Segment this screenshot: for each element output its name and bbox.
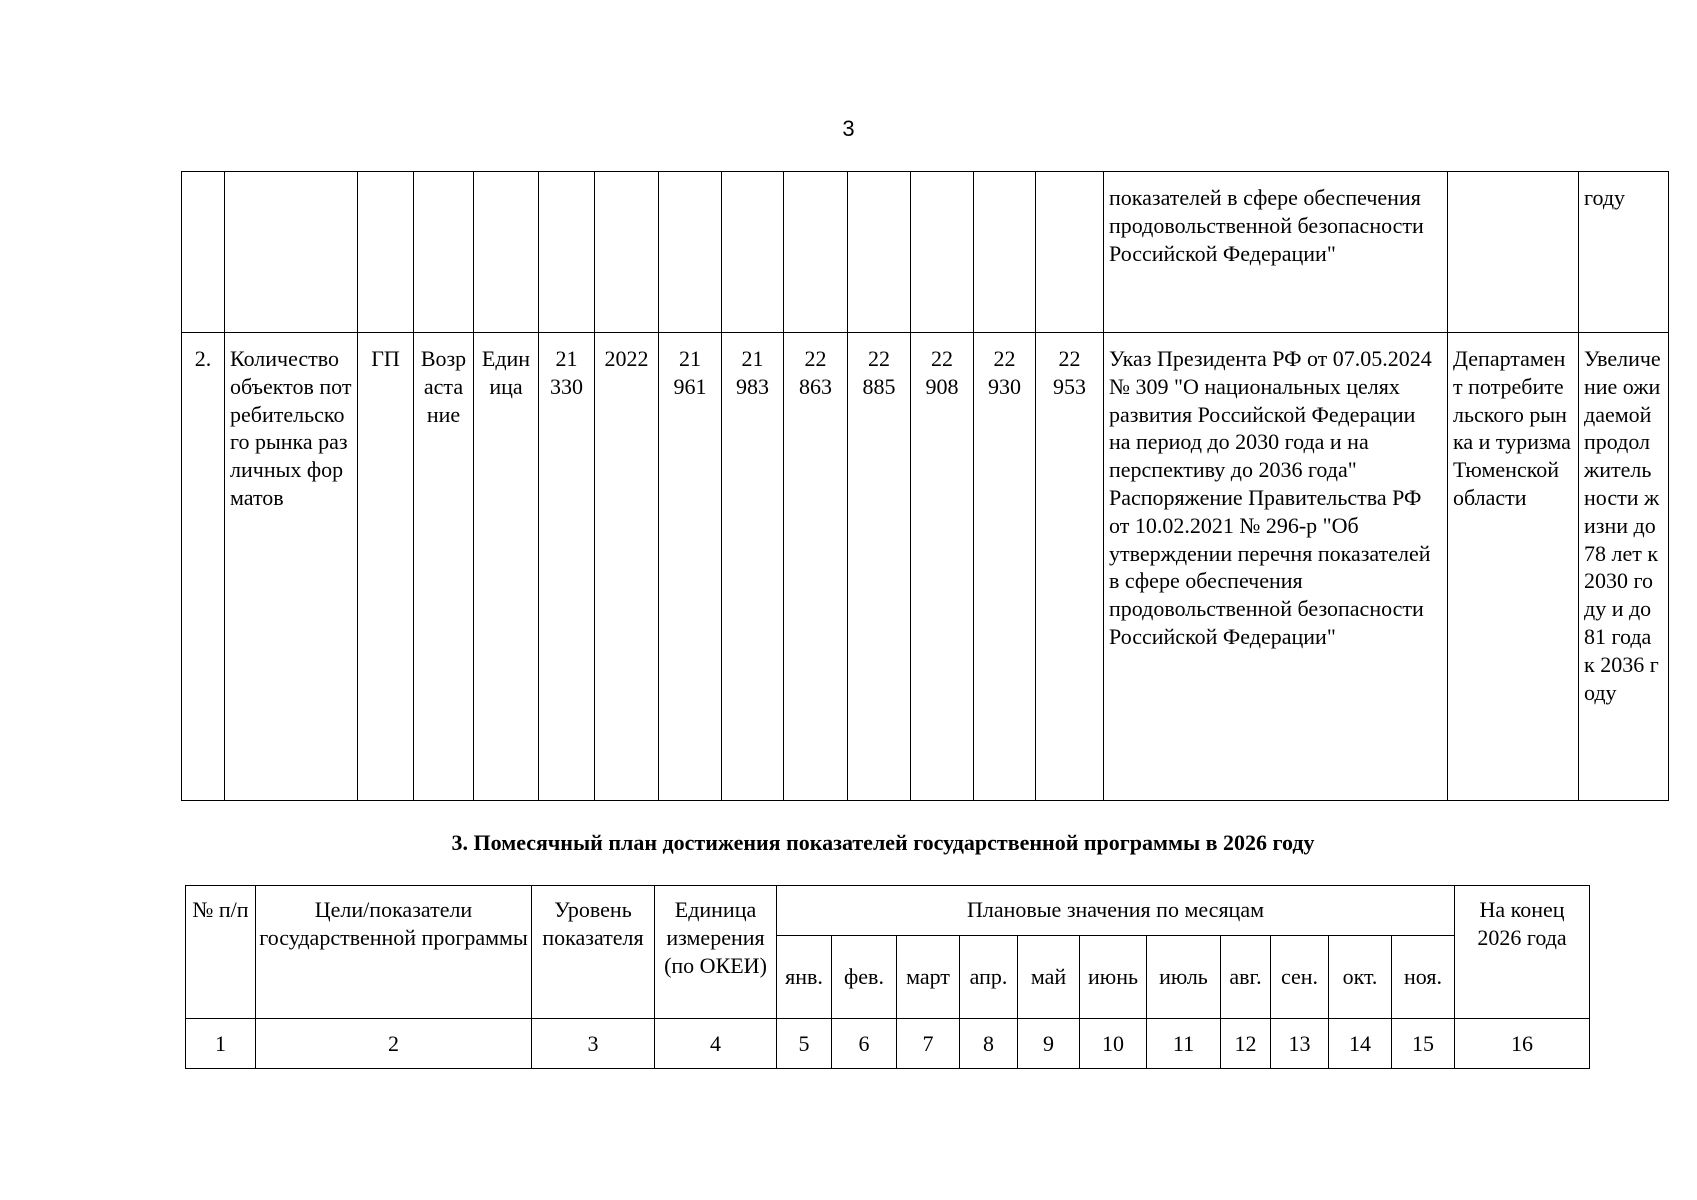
month-header: июнь	[1080, 936, 1147, 1019]
column-number: 14	[1329, 1019, 1392, 1069]
header-row	[186, 886, 1590, 936]
value-cell: 22 953	[1036, 333, 1104, 801]
header-level: Уровень показателя	[532, 886, 655, 1019]
value-cell: 22 863	[784, 333, 848, 801]
month-header: янв.	[777, 936, 832, 1019]
goal-cell: Увеличение ожидаемой продолжительности жизни до 78 лет к 2030 году и до 81 года к 2036 году	[1579, 333, 1669, 801]
value-cell: 21 961	[659, 333, 722, 801]
column-numbers-row	[186, 1019, 1590, 1069]
month-header: авг.	[1221, 936, 1271, 1019]
header-unit: Единица измерения (по ОКЕИ)	[655, 886, 777, 1019]
month-header: сен.	[1271, 936, 1329, 1019]
column-number: 3	[532, 1019, 655, 1069]
column-number: 13	[1271, 1019, 1329, 1069]
level-cell: ГП	[358, 333, 414, 801]
goal-cell: году	[1579, 172, 1669, 333]
header-monthly: Плановые значения по месяцам	[777, 886, 1455, 936]
month-header: июль	[1147, 936, 1221, 1019]
monthly-plan-table	[185, 885, 1590, 1069]
row-number-cell: 2.	[182, 333, 225, 801]
base-year-cell: 2022	[595, 333, 659, 801]
value-cell: 22 885	[848, 333, 911, 801]
value-cell: 21 983	[722, 333, 784, 801]
responsible-cell: Департамент потребительского рынка и туризма Тюменской области	[1448, 333, 1579, 801]
header-num: № п/п	[186, 886, 256, 1019]
header-end-of-year: На конец 2026 года	[1455, 886, 1590, 1019]
indicator-name-cell: Количество объектов потребительского рынка различных форматов	[225, 333, 358, 801]
month-header: май	[1018, 936, 1080, 1019]
legal-basis-cell: Указ Президента РФ от 07.05.2024 № 309 "О национальных целях развития Российской Федерации на период до 2030 года и на перспективу до 2036 года" Распоряжение Правительства РФ от 10.02.2021 № 296-р "Об утверждении перечня показателей в сфере обеспечения продовольственной безопасности Российской Федерации"	[1104, 333, 1448, 801]
column-number: 2	[256, 1019, 532, 1069]
column-number: 7	[897, 1019, 960, 1069]
unit-cell: Единица	[474, 333, 539, 801]
month-header: апр.	[960, 936, 1018, 1019]
column-number: 9	[1018, 1019, 1080, 1069]
base-value-cell: 21 330	[539, 333, 595, 801]
indicators-table	[181, 171, 1669, 801]
section-title: 3. Помесячный план достижения показателей государственной программы в 2026 году	[451, 830, 1315, 855]
month-header: фев.	[832, 936, 897, 1019]
column-number: 12	[1221, 1019, 1271, 1069]
table-row	[182, 333, 1669, 801]
column-number: 1	[186, 1019, 256, 1069]
month-header: окт.	[1329, 936, 1392, 1019]
column-number: 10	[1080, 1019, 1147, 1069]
column-number: 11	[1147, 1019, 1221, 1069]
table-row	[182, 172, 1669, 333]
month-header: март	[897, 936, 960, 1019]
column-number: 8	[960, 1019, 1018, 1069]
header-goals: Цели/показатели государственной программы	[256, 886, 532, 1019]
page-number: 3	[842, 116, 855, 141]
column-number: 6	[832, 1019, 897, 1069]
legal-basis-cell: показателей в сфере обеспечения продовольственной безопасности Российской Федерации"	[1104, 172, 1448, 333]
column-number: 4	[655, 1019, 777, 1069]
month-header: ноя.	[1392, 936, 1455, 1019]
value-cell: 22 908	[911, 333, 974, 801]
value-cell: 22 930	[974, 333, 1036, 801]
trend-cell: Возрастание	[414, 333, 474, 801]
column-number: 16	[1455, 1019, 1590, 1069]
column-number: 15	[1392, 1019, 1455, 1069]
column-number: 5	[777, 1019, 832, 1069]
